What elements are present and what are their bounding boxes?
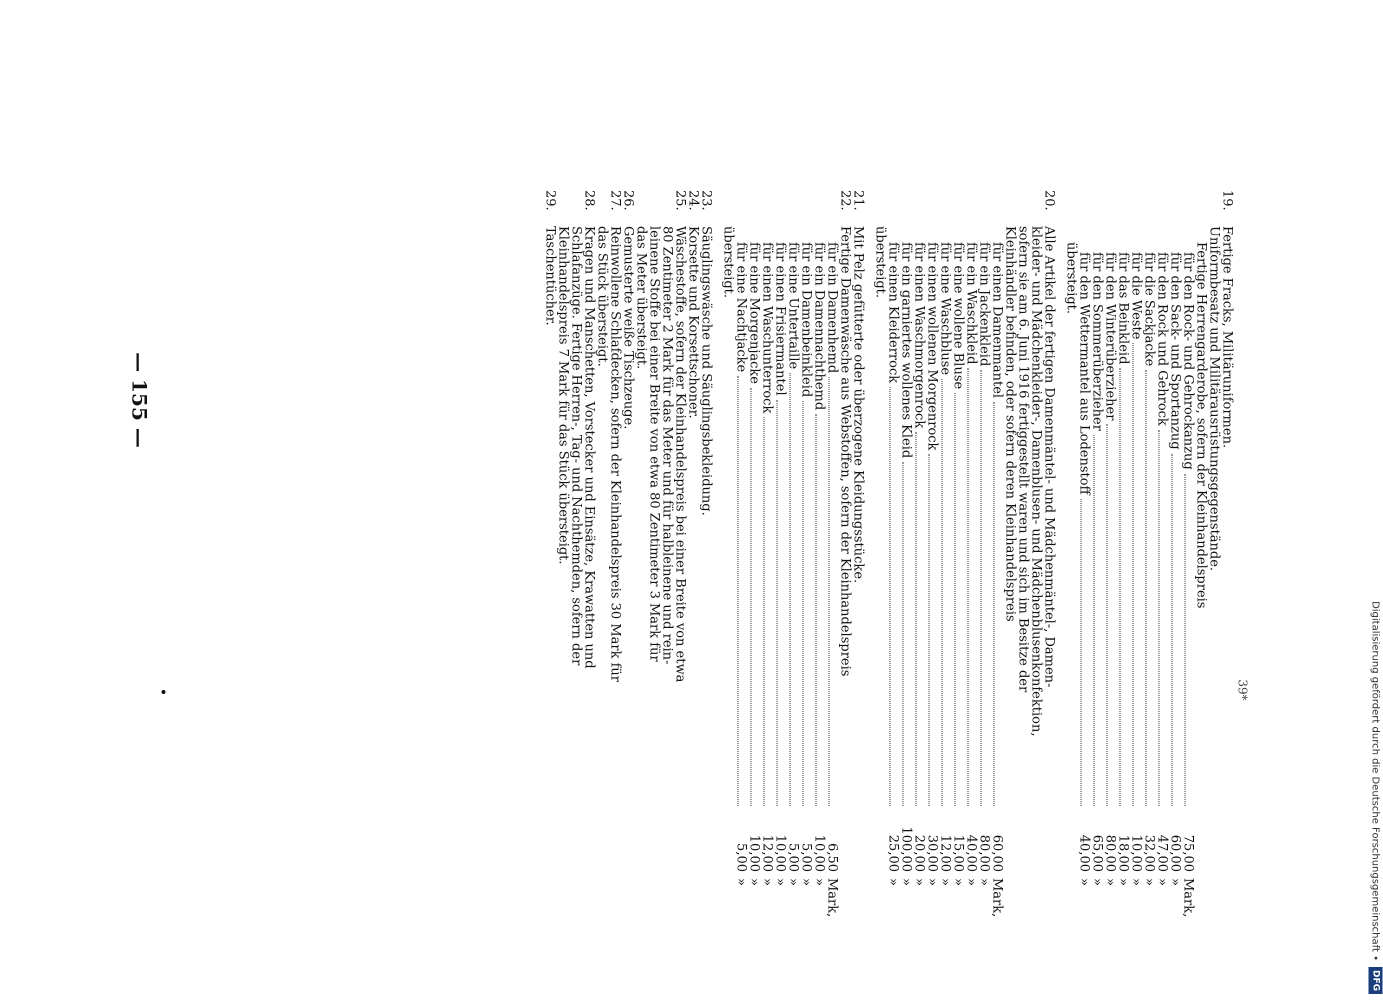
price-row: für ein Jackenkleid 80,00 » bbox=[976, 242, 991, 886]
price-row: für ein Damenbeinkleid 5,00 » bbox=[798, 242, 813, 886]
price-row: für den Sack- und Sportanzug 60,00 » bbox=[1167, 252, 1182, 886]
price-row: für einen Frisiermantel 10,00 » bbox=[772, 242, 787, 886]
item-28: 28.Kragen und Manschetten, Vorstecker und Einsätze, Krawatten und Schlafanzüge. Fertige Herren-, Tag- und Nachthemden, sofern der Kleinhandelspreis 7 Mark für das Stück übersteigt. bbox=[555, 190, 596, 669]
item-25: 25.Wäschestoffe, sofern der Kleinhandelspreis bei einer Breite von etwa 80 Zentimeter 2 Mark für das Meter und für halbleinene und rein- leinene Stoffe bei einer Breite von etwa 80 Zentimeter 3 Mark für das Meter übersteigt. bbox=[633, 190, 687, 683]
item-20-line-3: sofern sie am 6. Juni 1916 fertiggestellt waren und sich im Besitze der bbox=[1015, 226, 1030, 693]
price-row: für einen Waschunterrock 12,00 » bbox=[759, 242, 774, 886]
price-row: für ein garniertes wollenes Kleid 100,00 » bbox=[898, 242, 913, 886]
price-row: für ein Waschkleid 40,00 » bbox=[963, 242, 978, 886]
price-row: für einen Kleiderrock 25,00 » bbox=[885, 242, 900, 886]
footer-text: Digitalisierung gefördert durch die Deutsche Forschungsgemeinschaft • bbox=[1369, 601, 1381, 961]
item-22-line-1: Fertige Damenwäsche aus Webstoffen, sofern der Kleinhandelspreis bbox=[837, 226, 852, 677]
price-row: für einen Waschmorgenrock 20,00 » bbox=[911, 242, 926, 886]
item-20-line-2: kleider- und Mädchenkleider-, Damenblusen- und Mädchenblusenkonfektion, bbox=[1028, 226, 1043, 737]
price-row: für eine wollene Bluse 15,00 » bbox=[950, 242, 965, 886]
price-row: für ein Damenhemd 6,50 Mark, bbox=[824, 242, 839, 918]
page-body bbox=[173, 190, 1233, 930]
item-22-tail: übersteigt. bbox=[720, 226, 735, 299]
item-26: 26.Gemusterte weiße Tischzeuge. bbox=[620, 190, 635, 430]
item-20-line-4: Kleinhändler befinden, oder sofern deren Kleinhandelspreis bbox=[1002, 226, 1017, 622]
price-row: für den Rock- und Gehrockanzug 75,00 Mark, bbox=[1180, 252, 1195, 918]
item-27: 27.Reinwollene Schlafdecken, sofern der Kleinhandelspreis 30 Mark für das Stück übersteigt. bbox=[594, 190, 622, 683]
item-20-tail: übersteigt. bbox=[872, 226, 887, 299]
sheet-mark: 39* bbox=[1235, 679, 1249, 701]
price-row: für eine Untertaille 5,00 » bbox=[785, 242, 800, 886]
item-21: 21.Mit Pelz gefütterte oder überzogene Kleidungsstücke. bbox=[850, 190, 865, 584]
price-row: für einen Damenmantel 60,00 Mark, bbox=[989, 242, 1004, 918]
price-row: für den Rock und Gehrock 47,00 » bbox=[1154, 252, 1169, 886]
price-row: für den Winterüberzieher 80,00 » bbox=[1102, 252, 1117, 886]
price-row: für den Sommerüberzieher 65,00 » bbox=[1089, 252, 1104, 886]
item-19-tail: übersteigt. bbox=[1063, 242, 1078, 315]
price-row: für eine Nachtjacke 5,00 » bbox=[733, 242, 748, 886]
item-21-text: Mit Pelz gefütterte oder überzogene Kleidungsstücke. bbox=[850, 226, 865, 584]
item-29: 29.Taschentücher. bbox=[542, 190, 557, 326]
digitization-footer bbox=[1367, 0, 1383, 1000]
price-row: für ein Damennachthemd 10,00 » bbox=[811, 242, 826, 886]
item-22: 22.Fertige Damenwäsche aus Webstoffen, sofern der Kleinhandelspreis für ein Damenhemd 6,50 Mark, für ein Damennachthemd 10,00 » für ein Damenbeinkleid 5,00 » für eine Untertaille 5,00 » für einen Frisiermantel 10,00 » für einen Waschunterrock 12,00 » für eine Morgenjacke 10,00 » für eine Nachtjacke 5,00 » übersteigt. bbox=[712, 190, 851, 930]
price-row: für eine Waschbluse 12,00 » bbox=[937, 242, 952, 886]
price-row: für eine Morgenjacke 10,00 » bbox=[746, 242, 761, 886]
dfg-logo-icon: DFG bbox=[1368, 967, 1382, 994]
price-row: für das Beinkleid 18,00 » bbox=[1115, 252, 1130, 886]
item-19-line-2: Uniformbesatz und Militärausrüstungsgegenstände. bbox=[1206, 226, 1221, 572]
item-19-line-1: Fertige Fracks, Militäruniformen. bbox=[1219, 226, 1234, 449]
item-19: 19.Fertige Fracks, Militäruniformen. Uniformbesatz und Militärausrüstungsgegenstände. Fertige Herrengarderobe, sofern der Kleinhandelspreis für den Rock- und Gehrockanzug 75,00 Mark, für den Sack- und Sportanzug 60,00 » für den Rock und Gehrock 47,00 » für die Sackjacke 32,00 » für die Weste 10,00 » für das Beinkleid 18,00 » für den Winterüberzieher 80,00 » für den Sommerüberzieher 65,00 » für den Wettermantel aus Lodenstoff 40,00 » übersteigt. bbox=[1055, 190, 1233, 930]
price-row: für die Weste 10,00 » bbox=[1128, 252, 1143, 886]
price-row: für den Wettermantel aus Lodenstoff 40,00 » bbox=[1076, 252, 1091, 886]
page-number: — 155 — bbox=[127, 352, 151, 448]
item-20: 20.Alle Artikel der fertigen Damenmäntel- und Mädchenmäntel-, Damen- kleider- und Mädchenkleider-, Damenblusen- und Mädchenblusenkonfektion, sofern sie am 6. Juni 1916 fertiggestellt waren und sich im Besitze der Kleinhändler befinden, oder sofern deren Kleinhandelspreis für einen Damenmantel 60,00 Mark, für ein Jackenkleid 80,00 » für ein Waschkleid 40,00 » für eine wollene Bluse 15,00 » für eine Waschbluse 12,00 » für einen wollenen Morgenrock 30,00 » für einen Waschmorgenrock 20,00 » für ein garniertes wollenes Kleid 100,00 » für einen Kleiderrock 25,00 » übersteigt. bbox=[864, 190, 1055, 930]
ink-dot bbox=[161, 690, 165, 694]
price-row: für die Sackjacke 32,00 » bbox=[1141, 252, 1156, 886]
item-20-line-1: Alle Artikel der fertigen Damenmäntel- und Mädchenmäntel-, Damen- bbox=[1041, 226, 1056, 688]
price-row: für einen wollenen Morgenrock 30,00 » bbox=[924, 242, 939, 886]
item-24: 24.Korsette und Korsettschoner. bbox=[685, 190, 700, 419]
item-23: 23.Säuglingswäsche und Säuglingsbekleidung. bbox=[698, 190, 713, 516]
item-19-line-3: Fertige Herrengarderobe, sofern der Kleinhandelspreis bbox=[1193, 242, 1208, 609]
